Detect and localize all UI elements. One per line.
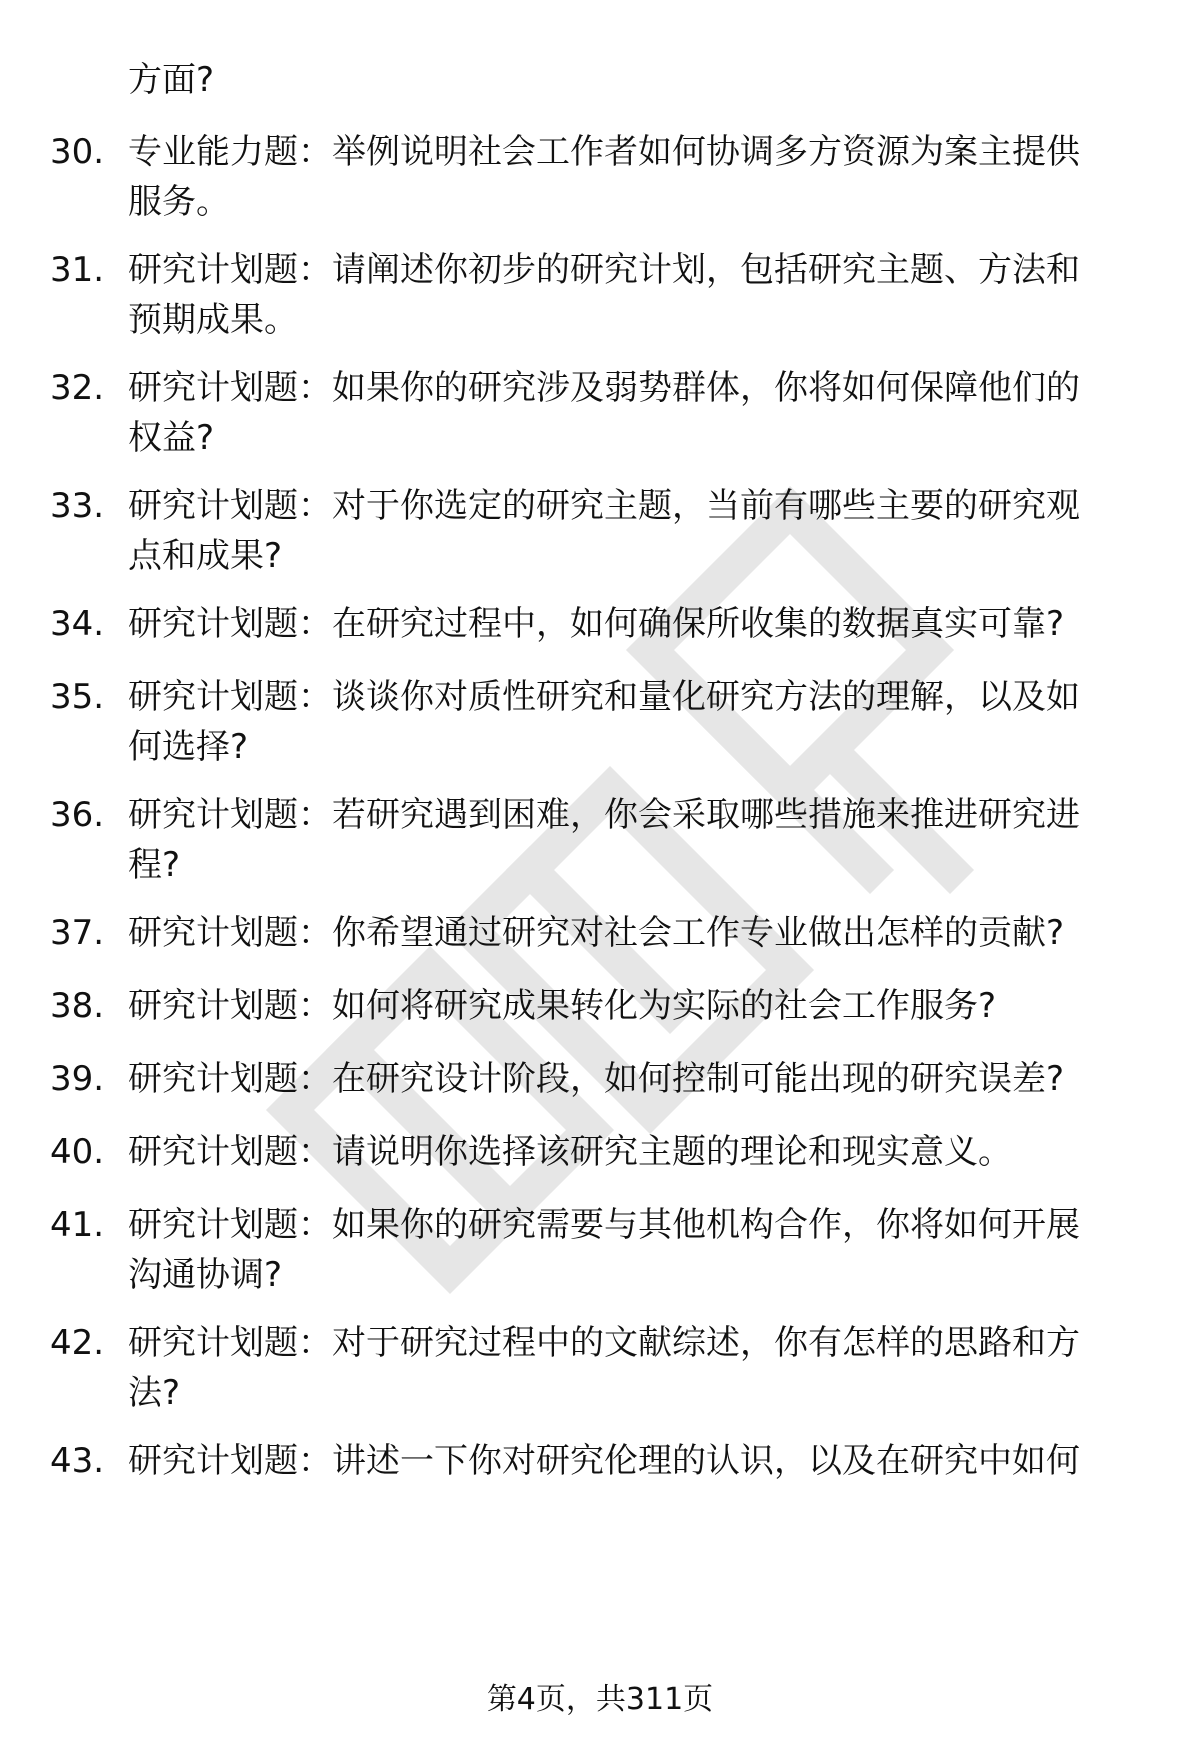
question-number: 38. bbox=[50, 986, 105, 1026]
question-number: 36. bbox=[50, 795, 105, 835]
question-text bbox=[128, 55, 1138, 105]
question-line: 研究计划题：在研究设计阶段，如何控制可能出现的研究误差? bbox=[128, 1059, 1065, 1099]
question-line: 研究计划题：若研究遇到困难，你会采取哪些措施来推进研究进 bbox=[128, 795, 1080, 835]
page-number-footer: 第4页，共311页 bbox=[486, 1682, 714, 1717]
question-line: 研究计划题：谈谈你对质性研究和量化研究方法的理解，以及如 bbox=[128, 677, 1080, 717]
question-line: 服务。 bbox=[128, 182, 230, 222]
question-line: 方面? bbox=[128, 60, 215, 100]
question-text bbox=[128, 127, 1138, 227]
question-number: 33. bbox=[50, 486, 105, 526]
question-line: 何选择? bbox=[128, 727, 249, 767]
question-line: 研究计划题：请阐述你初步的研究计划，包括研究主题、方法和 bbox=[128, 250, 1080, 290]
question-line: 程? bbox=[128, 845, 181, 885]
question-line: 研究计划题：请说明你选择该研究主题的理论和现实意义。 bbox=[128, 1132, 1012, 1172]
question-number: 41. bbox=[50, 1205, 105, 1245]
question-number: 40. bbox=[50, 1132, 105, 1172]
question-text bbox=[128, 790, 1138, 890]
question-line: 预期成果。 bbox=[128, 300, 298, 340]
question-line: 研究计划题：讲述一下你对研究伦理的认识，以及在研究中如何 bbox=[128, 1441, 1080, 1481]
question-text bbox=[128, 1054, 1138, 1104]
question-number: 30. bbox=[50, 132, 105, 172]
question-line: 研究计划题：如果你的研究涉及弱势群体，你将如何保障他们的 bbox=[128, 368, 1080, 408]
question-text bbox=[128, 1200, 1138, 1300]
question-number: 39. bbox=[50, 1059, 105, 1099]
question-line: 点和成果? bbox=[128, 536, 283, 576]
question-line: 法? bbox=[128, 1373, 181, 1413]
question-text bbox=[128, 599, 1138, 649]
question-text bbox=[128, 981, 1138, 1031]
question-text bbox=[128, 481, 1138, 581]
question-line: 研究计划题：对于研究过程中的文献综述，你有怎样的思路和方 bbox=[128, 1323, 1080, 1363]
question-text bbox=[128, 1127, 1138, 1177]
question-number: 34. bbox=[50, 604, 105, 644]
question-number: 32. bbox=[50, 368, 105, 408]
question-number: 42. bbox=[50, 1323, 105, 1363]
question-line: 研究计划题：如何将研究成果转化为实际的社会工作服务? bbox=[128, 986, 997, 1026]
question-line: 研究计划题：如果你的研究需要与其他机构合作，你将如何开展 bbox=[128, 1205, 1080, 1245]
question-line: 专业能力题：举例说明社会工作者如何协调多方资源为案主提供 bbox=[128, 132, 1080, 172]
question-text bbox=[128, 908, 1138, 958]
question-line: 研究计划题：对于你选定的研究主题，当前有哪些主要的研究观 bbox=[128, 486, 1080, 526]
question-line: 研究计划题：你希望通过研究对社会工作专业做出怎样的贡献? bbox=[128, 913, 1065, 953]
question-text bbox=[128, 1318, 1138, 1418]
question-number: 31. bbox=[50, 250, 105, 290]
question-line: 沟通协调? bbox=[128, 1255, 283, 1295]
question-number: 35. bbox=[50, 677, 105, 717]
question-line: 权益? bbox=[128, 418, 215, 458]
question-text bbox=[128, 1436, 1138, 1486]
question-text bbox=[128, 672, 1138, 772]
question-line: 研究计划题：在研究过程中，如何确保所收集的数据真实可靠? bbox=[128, 604, 1065, 644]
question-text bbox=[128, 245, 1138, 345]
question-number: 43. bbox=[50, 1441, 105, 1481]
question-number: 37. bbox=[50, 913, 105, 953]
question-text bbox=[128, 363, 1138, 463]
